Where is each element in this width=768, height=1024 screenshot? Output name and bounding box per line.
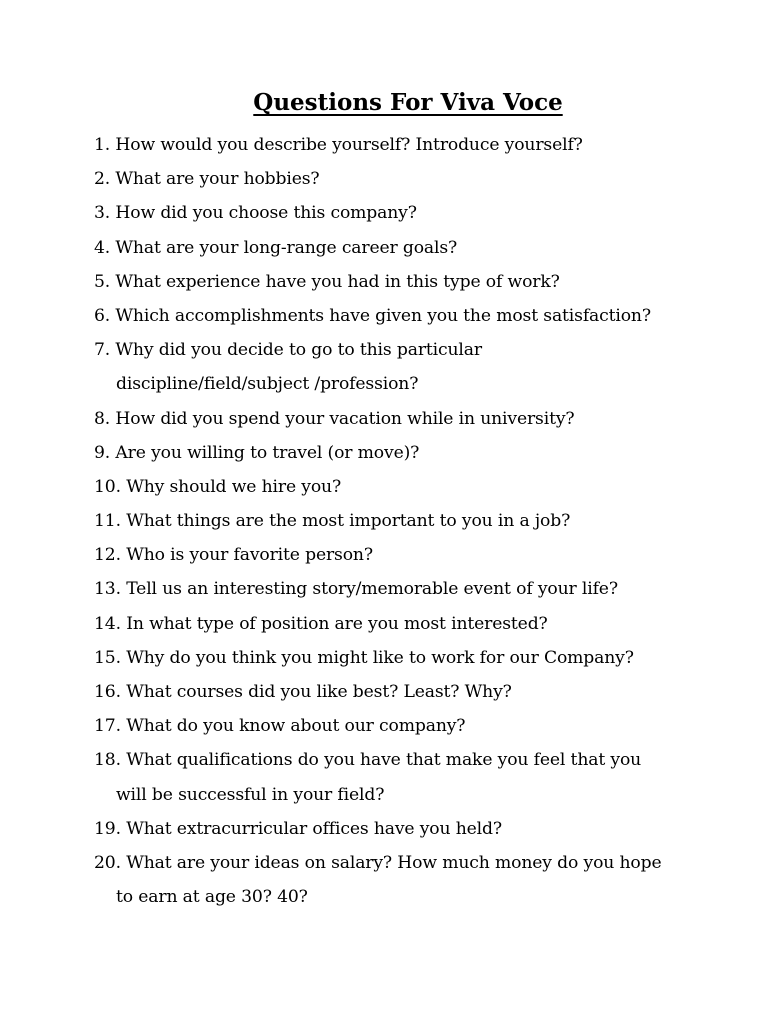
- question-13: 13. Tell us an interesting story/memorable event of your life?: [94, 579, 618, 600]
- question-19: 19. What extracurricular offices have you held?: [94, 818, 502, 839]
- question-7: 7. Why did you decide to go to this particular: [94, 340, 482, 361]
- question-3: 3. How did you choose this company?: [94, 203, 417, 224]
- question-12: 12. Who is your favorite person?: [94, 545, 373, 566]
- question-10: 10. Why should we hire you?: [94, 476, 342, 497]
- question-14: 14. In what type of position are you most interested?: [94, 613, 548, 634]
- question-1: 1. How would you describe yourself? Introduce yourself?: [94, 135, 583, 155]
- question-2: 2. What are your hobbies?: [94, 169, 320, 190]
- question-7-continuation: discipline/field/subject /profession?: [116, 374, 419, 395]
- question-17: 17. What do you know about our company?: [94, 716, 466, 737]
- question-list: [94, 128, 754, 914]
- question-18-continuation: will be successful in your field?: [116, 784, 385, 805]
- question-18: 18. What qualifications do you have that make you feel that you: [94, 750, 642, 771]
- question-4: 4. What are your long-range career goals?: [94, 237, 458, 258]
- question-6: 6. Which accomplishments have given you the most satisfaction?: [94, 305, 651, 326]
- question-9: 9. Are you willing to travel (or move)?: [94, 442, 420, 463]
- question-20: 20. What are your ideas on salary? How much money do you hope: [94, 852, 662, 873]
- question-5: 5. What experience have you had in this type of work?: [94, 271, 560, 292]
- question-20-continuation: to earn at age 30? 40?: [116, 887, 308, 908]
- document-title: Questions For Viva Voce: [253, 89, 563, 116]
- question-11: 11. What things are the most important to you in a job?: [94, 511, 571, 532]
- question-8: 8. How did you spend your vacation while in university?: [94, 408, 575, 429]
- question-15: 15. Why do you think you might like to work for our Company?: [94, 647, 634, 668]
- question-16: 16. What courses did you like best? Least? Why?: [94, 682, 512, 702]
